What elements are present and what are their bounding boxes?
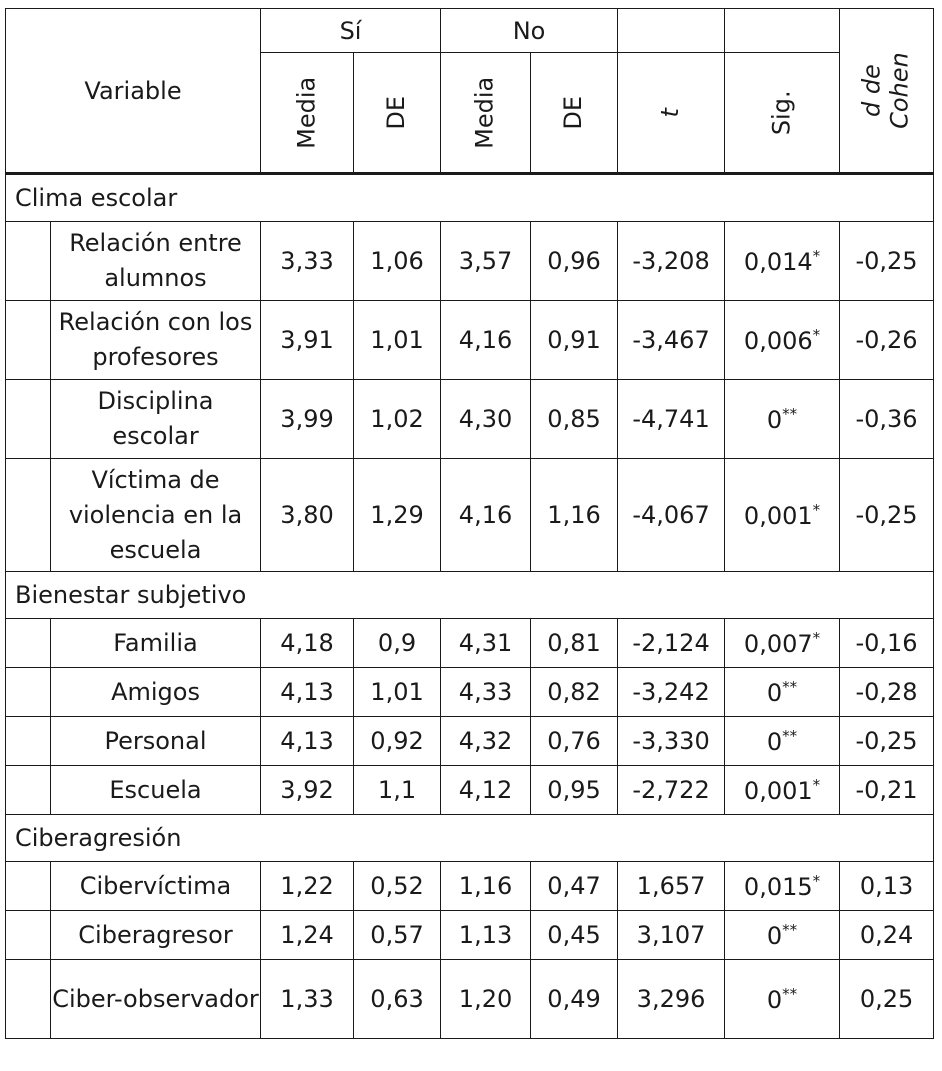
cell-si-media: 3,80 <box>261 459 354 572</box>
row-label: Personal <box>51 717 261 766</box>
header-t: t <box>618 53 725 174</box>
section-title: Ciberagresión <box>6 815 934 862</box>
cell-sig: 0,007* <box>725 619 840 668</box>
row-label: Víctima de violencia en la escuela <box>51 459 261 572</box>
cell-no-de: 0,81 <box>531 619 618 668</box>
row-label: Familia <box>51 619 261 668</box>
cell-si-de: 1,1 <box>354 766 441 815</box>
cell-cohen-d: -0,25 <box>840 459 934 572</box>
results-table <box>5 8 934 1039</box>
cell-cohen-d: -0,16 <box>840 619 934 668</box>
header-no-media: Media <box>441 53 531 174</box>
cell-si-media: 4,13 <box>261 668 354 717</box>
cell-t: -2,124 <box>618 619 725 668</box>
header-sig: Sig. <box>725 53 840 174</box>
cell-sig: 0** <box>725 380 840 459</box>
row-label: Disciplina escolar <box>51 380 261 459</box>
cell-sig: 0** <box>725 668 840 717</box>
cell-si-media: 3,92 <box>261 766 354 815</box>
table-row <box>6 911 934 960</box>
row-label: Cibervíctima <box>51 862 261 911</box>
cell-no-de: 0,91 <box>531 301 618 380</box>
cell-no-media: 1,20 <box>441 960 531 1039</box>
cell-no-de: 0,76 <box>531 717 618 766</box>
cell-cohen-d: 0,24 <box>840 911 934 960</box>
cell-no-media: 4,12 <box>441 766 531 815</box>
cell-no-de: 0,49 <box>531 960 618 1039</box>
cell-cohen-d: -0,21 <box>840 766 934 815</box>
header-cohen <box>840 9 934 174</box>
cell-no-media: 1,16 <box>441 862 531 911</box>
cell-no-de: 0,45 <box>531 911 618 960</box>
cell-t: 1,657 <box>618 862 725 911</box>
table-row <box>6 301 934 380</box>
cell-t: -4,741 <box>618 380 725 459</box>
cell-si-media: 3,99 <box>261 380 354 459</box>
cell-cohen-d: 0,13 <box>840 862 934 911</box>
row-label: Amigos <box>51 668 261 717</box>
table-row <box>6 380 934 459</box>
cell-no-de: 0,85 <box>531 380 618 459</box>
cell-t: 3,107 <box>618 911 725 960</box>
cell-sig: 0** <box>725 717 840 766</box>
cell-no-media: 3,57 <box>441 222 531 301</box>
cohen-line1: d de <box>857 64 886 117</box>
header-si-de: DE <box>354 53 441 174</box>
cell-si-media: 1,24 <box>261 911 354 960</box>
header-si-media: Media <box>261 53 354 174</box>
cell-si-media: 1,33 <box>261 960 354 1039</box>
table-row <box>6 766 934 815</box>
cell-si-de: 1,01 <box>354 668 441 717</box>
table-row <box>6 717 934 766</box>
cell-si-de: 0,92 <box>354 717 441 766</box>
row-label: Relación entre alumnos <box>51 222 261 301</box>
table-row <box>6 668 934 717</box>
section-title: Clima escolar <box>6 174 934 222</box>
cell-cohen-d: -0,25 <box>840 222 934 301</box>
row-label: Relación con los profesores <box>51 301 261 380</box>
cell-no-de: 1,16 <box>531 459 618 572</box>
cell-si-media: 4,18 <box>261 619 354 668</box>
cell-no-media: 4,31 <box>441 619 531 668</box>
header-group-no: No <box>441 9 618 53</box>
cell-no-de: 0,95 <box>531 766 618 815</box>
cell-no-media: 1,13 <box>441 911 531 960</box>
cell-no-media: 4,33 <box>441 668 531 717</box>
cell-no-de: 0,47 <box>531 862 618 911</box>
table-row <box>6 459 934 572</box>
cell-si-de: 1,06 <box>354 222 441 301</box>
cell-sig: 0,014* <box>725 222 840 301</box>
row-label: Escuela <box>51 766 261 815</box>
cell-sig: 0,015* <box>725 862 840 911</box>
cell-no-media: 4,16 <box>441 301 531 380</box>
cell-si-de: 1,29 <box>354 459 441 572</box>
cell-t: -3,330 <box>618 717 725 766</box>
table-row <box>6 222 934 301</box>
cell-cohen-d: -0,26 <box>840 301 934 380</box>
cell-no-de: 0,82 <box>531 668 618 717</box>
cell-si-de: 1,02 <box>354 380 441 459</box>
cell-t: -3,242 <box>618 668 725 717</box>
section-title: Bienestar subjetivo <box>6 572 934 619</box>
table-row <box>6 862 934 911</box>
cell-si-media: 1,22 <box>261 862 354 911</box>
table-row <box>6 619 934 668</box>
cell-t: -3,467 <box>618 301 725 380</box>
cell-si-de: 0,9 <box>354 619 441 668</box>
cell-no-media: 4,30 <box>441 380 531 459</box>
header-empty-t <box>618 9 725 53</box>
cohen-line2: Cohen <box>885 52 914 129</box>
cell-no-de: 0,96 <box>531 222 618 301</box>
table-row <box>6 960 934 1039</box>
cell-t: -3,208 <box>618 222 725 301</box>
cell-cohen-d: 0,25 <box>840 960 934 1039</box>
cell-sig: 0,001* <box>725 766 840 815</box>
cell-si-de: 1,01 <box>354 301 441 380</box>
row-label: Ciber-observador <box>51 960 261 1039</box>
cell-sig: 0,006* <box>725 301 840 380</box>
cell-t: -4,067 <box>618 459 725 572</box>
cell-si-media: 3,91 <box>261 301 354 380</box>
cell-sig: 0** <box>725 960 840 1039</box>
cell-cohen-d: -0,28 <box>840 668 934 717</box>
cell-si-de: 0,63 <box>354 960 441 1039</box>
header-empty-sig <box>725 9 840 53</box>
cell-sig: 0** <box>725 911 840 960</box>
cell-t: 3,296 <box>618 960 725 1039</box>
cell-sig: 0,001* <box>725 459 840 572</box>
cell-cohen-d: -0,36 <box>840 380 934 459</box>
cell-si-de: 0,57 <box>354 911 441 960</box>
cell-si-de: 0,52 <box>354 862 441 911</box>
cell-no-media: 4,16 <box>441 459 531 572</box>
row-label: Ciberagresor <box>51 911 261 960</box>
cell-si-media: 3,33 <box>261 222 354 301</box>
header-group-si: Sí <box>261 9 441 53</box>
cell-no-media: 4,32 <box>441 717 531 766</box>
header-no-de: DE <box>531 53 618 174</box>
cell-cohen-d: -0,25 <box>840 717 934 766</box>
cell-t: -2,722 <box>618 766 725 815</box>
cell-si-media: 4,13 <box>261 717 354 766</box>
header-variable: Variable <box>6 9 261 174</box>
